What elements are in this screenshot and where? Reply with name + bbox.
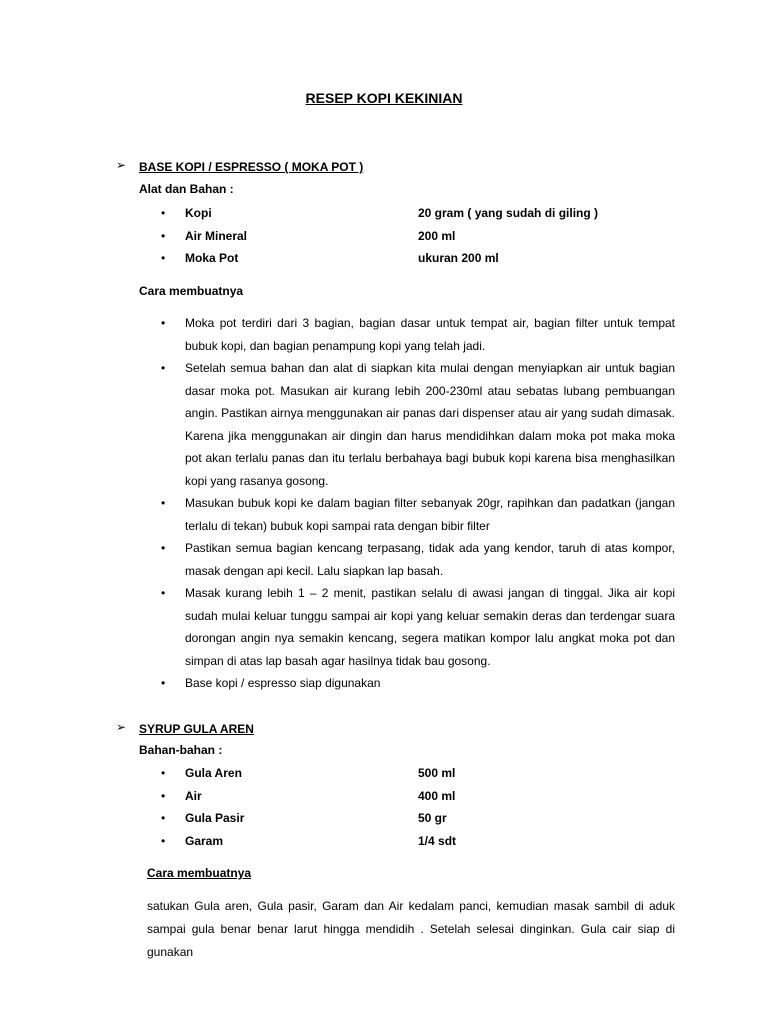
ingredient-name: Air Mineral bbox=[185, 229, 248, 243]
step-item bbox=[161, 312, 675, 357]
step-text: Moka pot terdiri dari 3 bagian, bagian dasar untuk tempat air, bagian filter untuk tempat bubuk kopi, dan bagian penampung kopi yang telah jadi. bbox=[185, 316, 675, 353]
step-text: Pastikan semua bagian kencang terpasang, tidak ada yang kendor, taruh di atas kompor, masak dengan api kecil. Lalu siapkan lap basah. bbox=[185, 541, 675, 578]
ingredient-amount: 50 gr bbox=[418, 811, 447, 825]
bullet-icon: • bbox=[161, 361, 166, 375]
ingredient-name: Gula Pasir bbox=[185, 811, 245, 825]
section-heading-syrup: SYRUP GULA AREN bbox=[139, 722, 254, 736]
bullet-icon: • bbox=[161, 766, 166, 780]
ingredient-amount: 400 ml bbox=[418, 789, 456, 803]
bullet-icon: • bbox=[161, 541, 166, 555]
arrow-bullet-icon: ➢ bbox=[116, 720, 127, 734]
ingredient-amount: ukuran 200 ml bbox=[418, 251, 499, 265]
bullet-icon: • bbox=[161, 586, 166, 600]
step-text: Masukan bubuk kopi ke dalam bagian filter sebanyak 20gr, rapihkan dan padatkan (jangan terlalu di tekan) bubuk kopi sampai rata dengan bibir filter bbox=[185, 496, 675, 533]
bullet-icon: • bbox=[161, 496, 166, 510]
bullet-icon: • bbox=[161, 811, 166, 825]
step-text: Setelah semua bahan dan alat di siapkan kita mulai dengan menyiapkan air untuk bagian dasar moka pot. Masukan air kurang lebih 200-230ml atau sebatas lubang pembuangan angin. Pastikan airnya menggunakan air panas dari dispenser atau air yang sudah dimasak. Karena jika menggunakan air dingin dan harus mendidihkan dalam moka pot maka moka pot akan terlalu panas dan itu terlalu berbahaya bagi bubuk kopi karena bisa menghasilkan kopi yang rasanya gosong. bbox=[185, 361, 675, 488]
step-item bbox=[161, 672, 675, 695]
ingredient-name: Gula Aren bbox=[185, 766, 242, 780]
ingredient-amount: 200 ml bbox=[418, 229, 456, 243]
method-label: Cara membuatnya bbox=[139, 284, 244, 298]
step-text: Base kopi / espresso siap digunakan bbox=[185, 676, 381, 690]
step-text: Masak kurang lebih 1 – 2 menit, pastikan selalu di awasi jangan di tinggal. Jika air kopi sudah mulai keluar tunggu sampai air kopi yang keluar semakin deras dan terdengar suara dorongan angin nya semakin kencang, segera matikan kompor lalu angkat moka pot dan simpan di atas lap basah agar hasilnya tidak bau gosong. bbox=[185, 586, 675, 668]
step-item bbox=[161, 537, 675, 582]
ingredient-amount: 1/4 sdt bbox=[418, 834, 457, 848]
arrow-bullet-icon: ➢ bbox=[116, 158, 127, 172]
step-item bbox=[161, 492, 675, 537]
step-item bbox=[161, 582, 675, 672]
step-item bbox=[161, 357, 675, 492]
materials-label: Alat dan Bahan : bbox=[139, 182, 234, 196]
bullet-icon: • bbox=[161, 206, 166, 220]
bullet-icon: • bbox=[161, 789, 166, 803]
ingredient-name: Kopi bbox=[185, 206, 212, 220]
bullet-icon: • bbox=[161, 229, 166, 243]
materials-label: Bahan-bahan : bbox=[139, 743, 223, 757]
ingredient-amount: 20 gram ( yang sudah di giling ) bbox=[418, 206, 599, 220]
bullet-icon: • bbox=[161, 676, 166, 690]
bullet-icon: • bbox=[161, 316, 166, 330]
bullet-icon: • bbox=[161, 834, 166, 848]
ingredient-name: Air bbox=[185, 789, 202, 803]
section-heading-base-kopi: BASE KOPI / ESPRESSO ( MOKA POT ) bbox=[139, 160, 364, 174]
method-paragraph: satukan Gula aren, Gula pasir, Garam dan Air kedalam panci, kemudian masak sambil di aduk sampai gula benar benar larut hingga mendidih . Setelah selesai dinginkan. Gula cair siap di gunakan bbox=[147, 899, 675, 959]
ingredient-name: Moka Pot bbox=[185, 251, 239, 265]
method-label: Cara membuatnya bbox=[147, 866, 252, 880]
bullet-icon: • bbox=[161, 251, 166, 265]
ingredient-amount: 500 ml bbox=[418, 766, 456, 780]
ingredient-name: Garam bbox=[185, 834, 224, 848]
document-title: RESEP KOPI KEKINIAN bbox=[305, 90, 463, 106]
